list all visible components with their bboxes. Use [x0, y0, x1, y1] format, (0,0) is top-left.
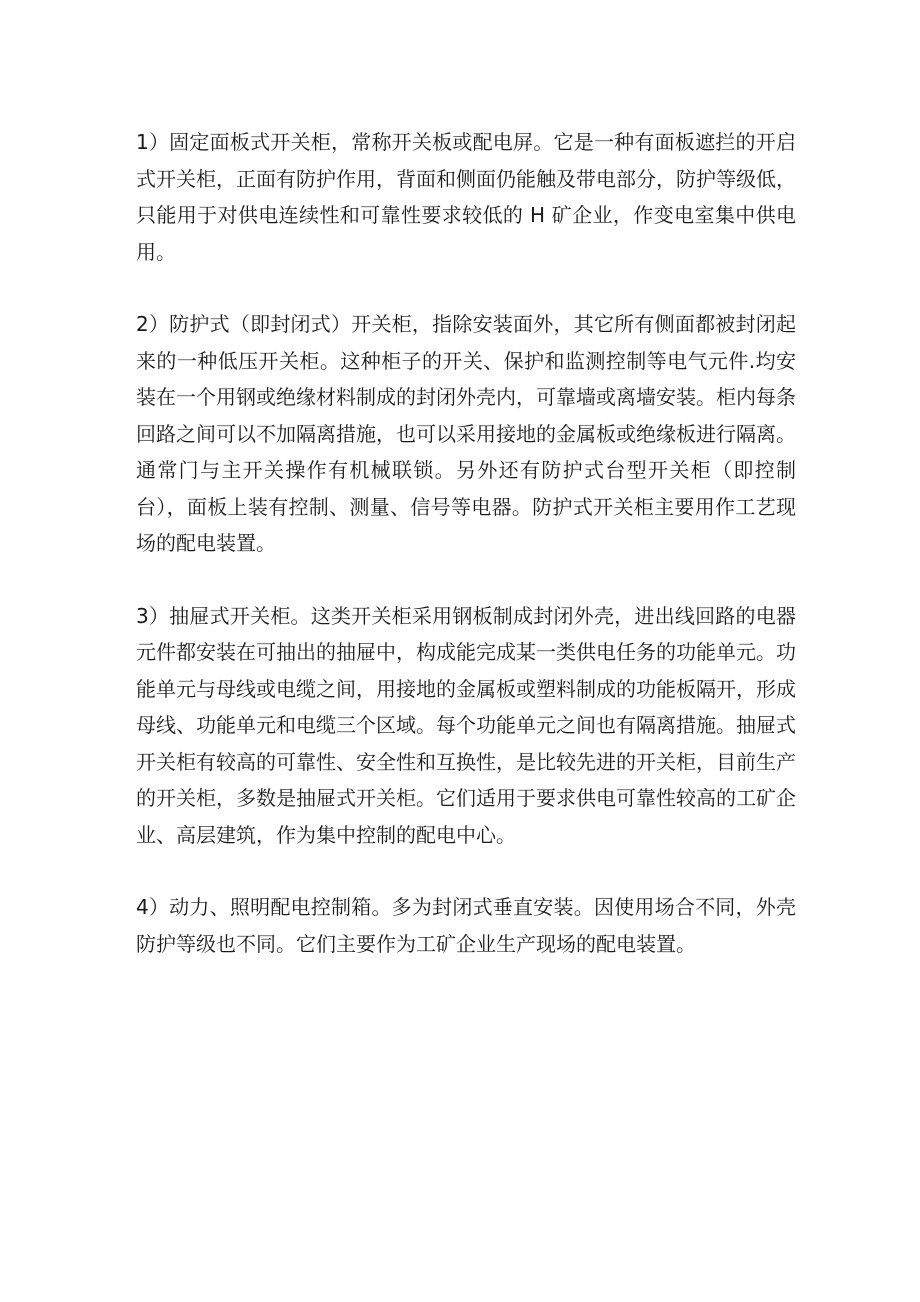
- paragraph-distribution-control-box: 4）动力、照明配电控制箱。多为封闭式垂直安装。因使用场合不同，外壳防护等级也不同。它们主要作为工矿企业生产现场的配电装置。: [136, 895, 796, 956]
- document-body: [136, 124, 796, 962]
- paragraph-protective-switchgear: 2）防护式（即封闭式）开关柜，指除安装面外，其它所有侧面都被封闭起来的一种低压开关柜。这种柜子的开关、保护和监测控制等电气元件.均安装在一个用钢或绝缘材料制成的封闭外壳内，可靠墙或离墙安装。柜内每条回路之间可以不加隔离措施，也可以采用接地的金属板或绝缘板进行隔离。通常门与主开关操作有机械联锁。另外还有防护式台型开关柜（即控制台），面板上装有控制、测量、信号等电器。防护式开关柜主要用作工艺现场的配电装置。: [136, 312, 796, 555]
- paragraph-fixed-panel-switchgear: 1）固定面板式开关柜，常称开关板或配电屏。它是一种有面板遮拦的开启式开关柜，正面有防护作用，背面和侧面仍能触及带电部分，防护等级低，只能用于对供电连续性和可靠性要求较低的 H 矿企业，作变电室集中供电用。: [136, 130, 796, 264]
- paragraph-drawer-switchgear: 3）抽屉式开关柜。这类开关柜采用钢板制成封闭外壳，进出线回路的电器元件都安装在可抽出的抽屉中，构成能完成某一类供电任务的功能单元。功能单元与母线或电缆之间，用接地的金属板或塑料制成的功能板隔开，形成母线、功能单元和电缆三个区域。每个功能单元之间也有隔离措施。抽屉式开关柜有较高的可靠性、安全性和互换性，是比较先进的开关柜，目前生产的开关柜，多数是抽屉式开关柜。它们适用于要求供电可靠性较高的工矿企业、高层建筑，作为集中控制的配电中心。: [136, 603, 796, 847]
